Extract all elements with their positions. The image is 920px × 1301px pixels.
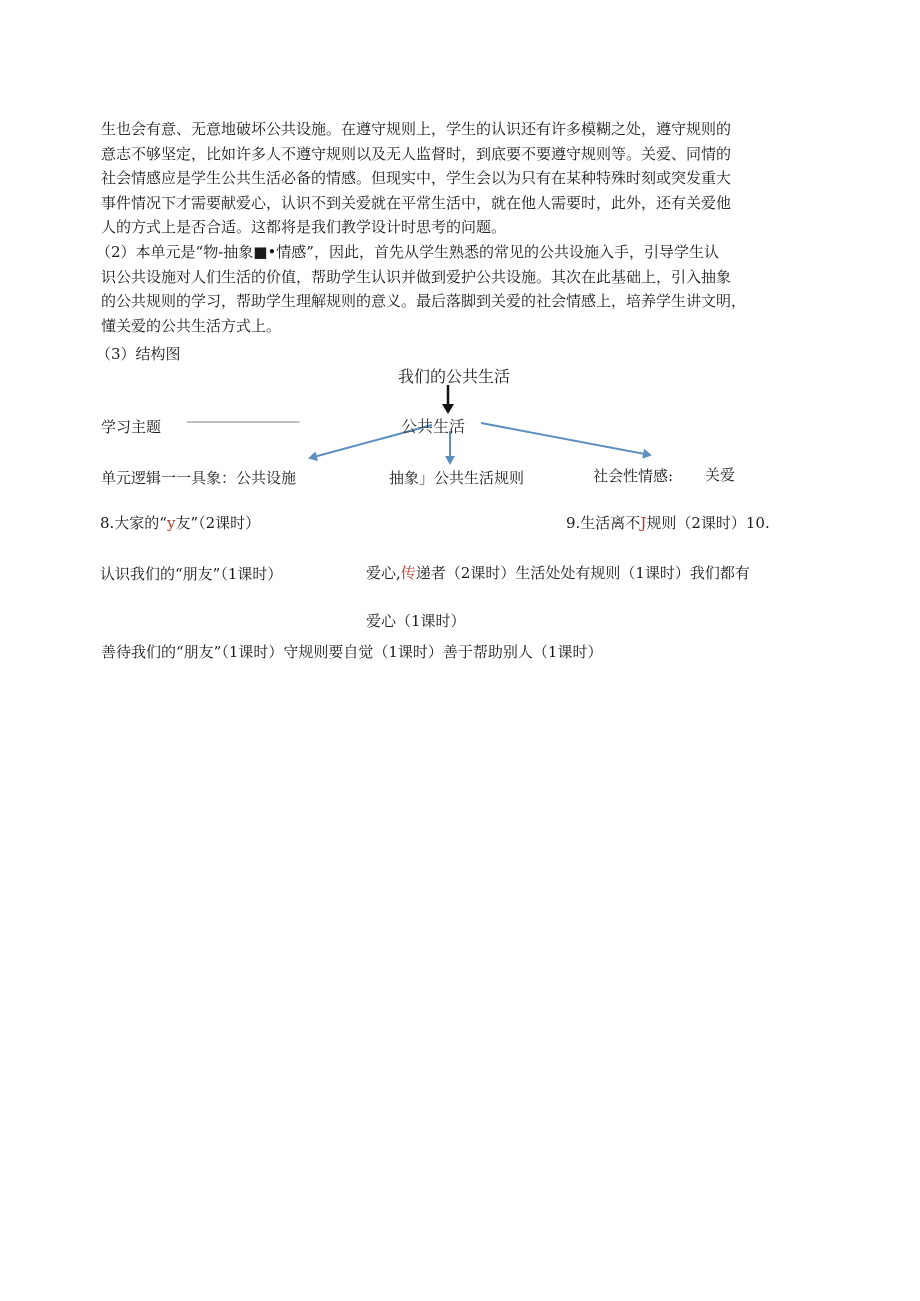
lesson-9-mark: J	[640, 514, 647, 532]
lesson-8	[100, 512, 260, 533]
lesson-9	[566, 512, 770, 533]
text-line: 生也会有意、无意地破坏公共设施。在遵守规则上，学生的认识还有许多模糊之处，遵守规则的	[101, 120, 732, 138]
arrow-to-care	[481, 423, 650, 455]
lesson-8-suffix: 友”（2课时）	[175, 514, 261, 532]
row-2-text-b: 递者（2课时）生活处处有规则（1课时）我们都有	[415, 564, 750, 582]
lesson-row-4: 善待我们的“朋友”（1课时）守规则要自觉（1课时）善于帮助别人（1课时）	[101, 643, 603, 661]
structure-diagram	[0, 0, 920, 520]
text-line: 社会情感应是学生公共生活必备的情感。但现实中，学生会以为只有在某种特殊时刻或突发重大	[101, 169, 732, 187]
text-line: 事件情况下才需要献爱心，认识不到关爱就在平常生活中，就在他人需要时，此外，还有关爱他	[101, 193, 732, 212]
diagram-title: 我们的公共生活	[398, 367, 511, 386]
lesson-9-suffix: 规则（2课时）10.	[646, 514, 770, 532]
logic-emotion-value: 关爱	[705, 466, 736, 484]
text-line: 懂关爱的公共生活方式上。	[101, 316, 282, 335]
text-line: （2）本单元是“物-抽象■•情感”，因此，首先从学生熟悉的常见的公共设施入手，引导学生认	[96, 243, 719, 261]
row-2-mark: 传	[400, 564, 416, 582]
logic-concrete: 单元逻辑一一具象：公共设施	[101, 469, 297, 487]
lesson-row-3: 爱心（1课时）	[366, 612, 466, 630]
text-line: 的公共规则的学习，帮助学生理解规则的意义。最后落脚到关爱的社会情感上，培养学生讲文明，	[101, 292, 747, 310]
section-3-label: （3）结构图	[96, 345, 181, 363]
logic-abstract: 抽象」公共生活规则	[389, 469, 525, 487]
lesson-8-prefix: 8.大家的“	[100, 514, 167, 532]
dash-connector: ———————————	[186, 414, 296, 430]
text-line: 意志不够坚定，比如许多人不遵守规则以及无人监督时，到底要不要遵守规则等。关爱、同情的	[101, 144, 732, 163]
text-line: 人的方式上是否合适。这都将是我们教学设计时思考的问题。	[101, 218, 507, 236]
lesson-row-2-left: 认识我们的“朋友”（1课时）	[100, 565, 283, 583]
row-2-text-a: 爱心,	[366, 564, 401, 582]
logic-emotion-label: 社会性情感:	[593, 467, 674, 485]
lesson-row-2-right	[366, 562, 750, 583]
theme-label: 学习主题	[101, 418, 162, 436]
lesson-9-prefix: 9.生活离不	[566, 514, 641, 532]
diagram-center: 公共生活	[401, 417, 466, 436]
text-line: 识公共设施对人们生活的价值，帮助学生认识并做到爱护公共设施。其次在此基础上，引入抽象	[101, 267, 732, 286]
lesson-8-mark: y	[166, 514, 176, 532]
